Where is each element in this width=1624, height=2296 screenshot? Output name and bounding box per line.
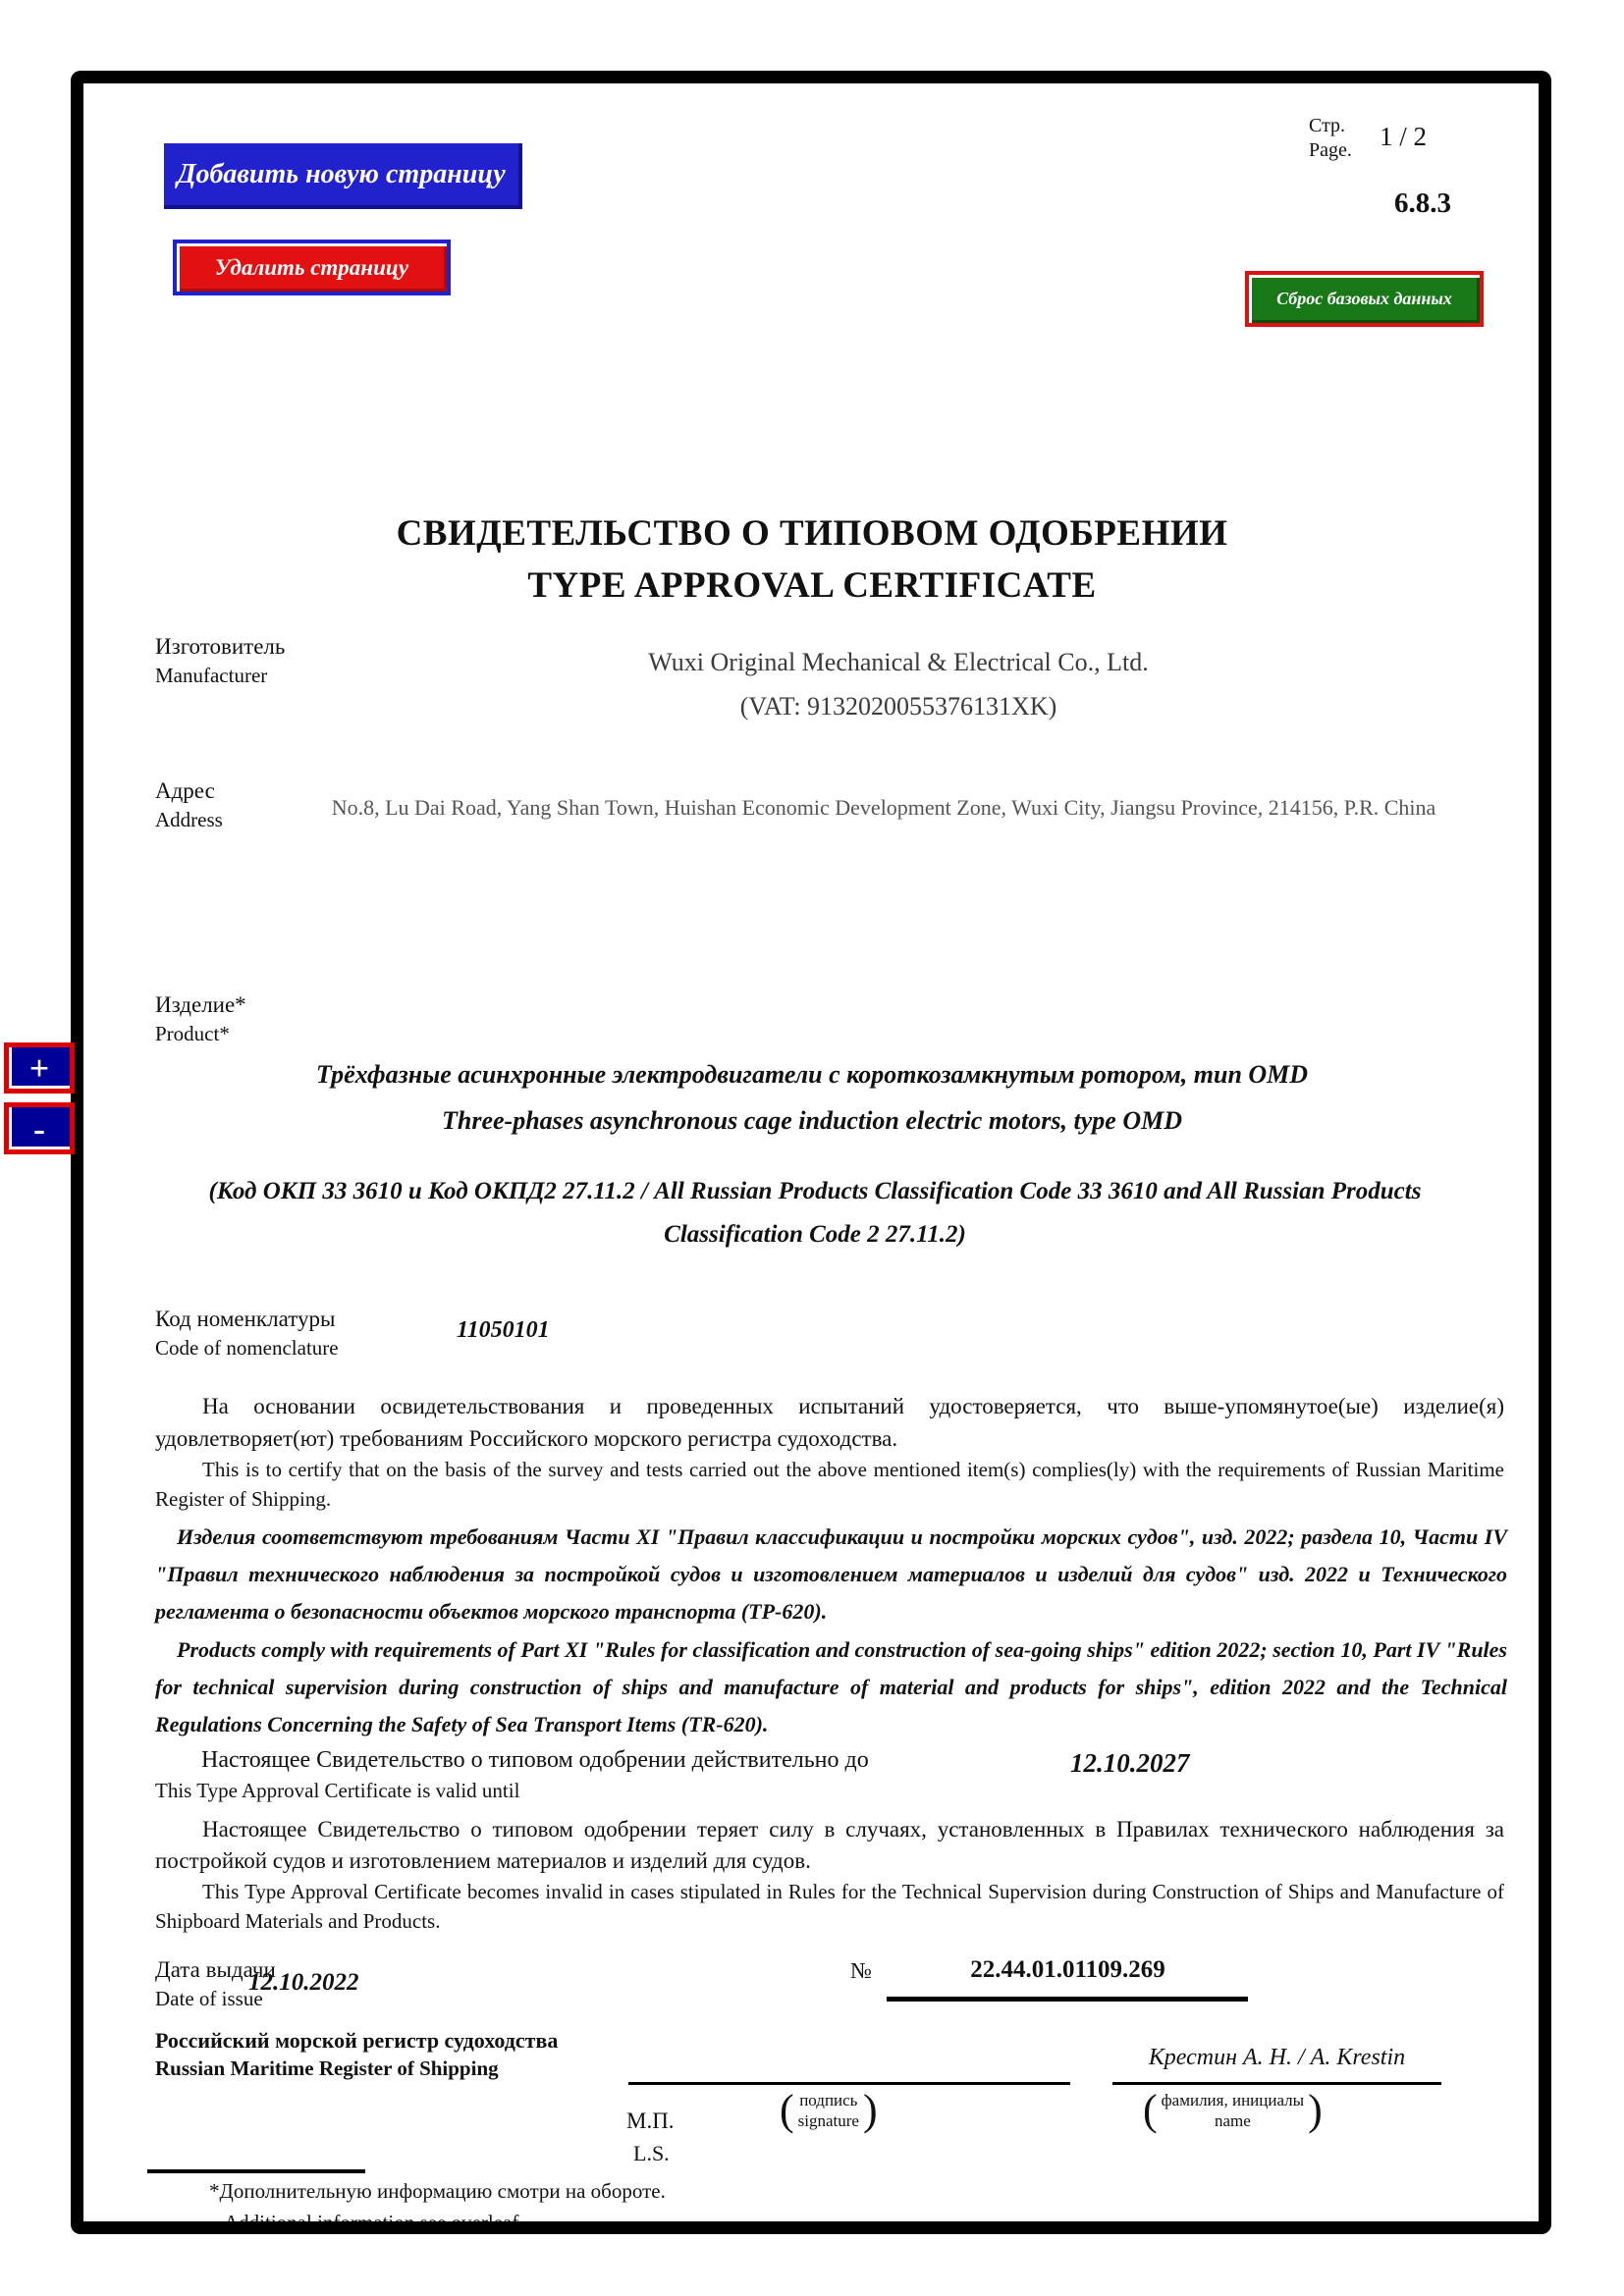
address-label-ru: Адрес (155, 778, 215, 803)
org-name-en: Russian Maritime Register of Shipping (155, 2056, 499, 2080)
manufacturer-label-ru: Изготовитель (155, 634, 286, 659)
delete-page-button[interactable]: Удалить страницу (173, 240, 451, 295)
page-number[interactable]: 1 / 2 (1380, 122, 1428, 151)
address-label-en: Address (155, 808, 223, 831)
certificate-page-border (71, 71, 1551, 2234)
footnote-en: Additional information see overleaf. (224, 2211, 524, 2234)
issue-date-label-en: Date of issue (155, 1987, 263, 2010)
signature-hint-en: signature (797, 2111, 859, 2130)
page-minus-button[interactable]: - (4, 1102, 75, 1154)
page-label-ru: Стр. (1309, 115, 1346, 136)
open-paren: ( (1143, 2086, 1158, 2134)
signature-hint-ru: подпись (799, 2091, 858, 2109)
close-paren: ) (1308, 2086, 1323, 2134)
invalid-paragraph-ru: Настоящее Свидетельство о типовом одобрении теряет силу в случаях, установленных в Правилах технического наблюдения за постройкой судов и изготовлением материалов и изделий для судов. (155, 1817, 1504, 1873)
product-value-ru[interactable]: Трёхфазные асинхронные электродвигатели с короткозамкнутым ротором, тип OMD (315, 1060, 1309, 1089)
open-paren: ( (780, 2086, 794, 2134)
reset-base-data-button[interactable]: Сброс базовых данных (1245, 271, 1484, 327)
rules-paragraph-en: Products comply with requirements of Part XI "Rules for classification and construction of sea-going ships" edition 2022; section 10, Part IV "Rules for technical supervision during construction of ships and manufacture of material and products for ships", edition 2022 and the Technical Regulations Concerning the Safety of Sea Transport Items (TR-620). (155, 1637, 1507, 1736)
manufacturer-name[interactable]: Wuxi Original Mechanical & Electrical Co., Ltd. (648, 648, 1149, 676)
name-hint-ru: фамилия, инициалы (1161, 2091, 1305, 2109)
manufacturer-label-en: Manufacturer (155, 664, 268, 687)
nomenclature-label-ru: Код номенклатуры (155, 1307, 336, 1331)
invalid-paragraph-en: This Type Approval Certificate becomes invalid in cases stipulated in Rules for the Technical Supervision during Construction of Ships and Manufacture of Shipboard Materials and Products. (155, 1880, 1504, 1933)
form-number: 6.8.3 (1394, 187, 1451, 219)
stamp-label-en: L.S. (633, 2141, 670, 2165)
product-value-en[interactable]: Three-phases asynchronous cage induction electric motors, type OMD (442, 1106, 1182, 1135)
certificate-title-ru: СВИДЕТЕЛЬСТВО О ТИПОВОМ ОДОБРЕНИИ (396, 513, 1228, 554)
certificate-number-label: № (850, 1958, 872, 1983)
rules-paragraph-ru: Изделия соответствуют требованиям Части XI "Правил классификации и постройки морских судов", изд. 2022; раздела 10, Части IV "Правил технического наблюдения за постройкой судов и изготовлением материалов и изделий для судов" изд. 2022 и Технического регламента о безопасности объектов морского транспорта (ТР-620). (155, 1524, 1507, 1624)
valid-until-label-ru: Настоящее Свидетельство о типовом одобрении действительно до (201, 1747, 869, 1773)
issue-date-value[interactable]: 12.10.2022 (248, 1969, 359, 1996)
certify-paragraph-ru: На основании освидетельствования и проведенных испытаний удостоверяется, что выше-упомянутое(ые) изделие(я) удовлетворяет(ют) требованиям Российского морского регистра судоходства. (155, 1394, 1504, 1451)
close-paren: ) (862, 2086, 878, 2134)
product-label-ru: Изделие* (155, 992, 246, 1017)
nomenclature-value[interactable]: 11050101 (457, 1317, 550, 1343)
certificate-number-value[interactable]: 22.44.01.01109.269 (970, 1956, 1165, 1983)
add-new-page-button[interactable]: Добавить новую страницу (160, 139, 522, 209)
issue-date-label-ru: Дата выдачи (155, 1957, 276, 1982)
page-plus-button[interactable]: + (4, 1042, 75, 1094)
signer-name[interactable]: Крестин А. Н. / A. Krestin (1148, 2045, 1406, 2070)
certify-paragraph-en: This is to certify that on the basis of the survey and tests carried out the above mentioned item(s) complies(ly) with the requirements of Russian Maritime Register of Shipping. (155, 1458, 1504, 1511)
stamp-label-ru: М.П. (626, 2109, 675, 2133)
footnote-ru: *Дополнительную информацию смотри на обороте. (209, 2179, 666, 2203)
nomenclature-label-en: Code of nomenclature (155, 1336, 339, 1360)
address-value[interactable]: No.8, Lu Dai Road, Yang Shan Town, Huishan Economic Development Zone, Wuxi City, Jiangsu Province, 214156, P.R. China (331, 795, 1436, 820)
org-name-ru: Российский морской регистр судоходства (155, 2028, 559, 2053)
product-label-en: Product* (155, 1022, 230, 1045)
page-label-en: Page. (1309, 139, 1352, 161)
certificate-title-en: TYPE APPROVAL CERTIFICATE (527, 565, 1097, 606)
name-hint-en: name (1214, 2111, 1251, 2130)
valid-until-label-en: This Type Approval Certificate is valid until (155, 1779, 520, 1802)
product-codes: (Код ОКП 33 3610 и Код ОКПД2 27.11.2 / All Russian Products Classification Code 33 3610 and All Russian Products Classification Code 2 27.11.2) (208, 1178, 1422, 1248)
manufacturer-vat[interactable]: (VAT: 9132020055376131XK) (739, 692, 1057, 721)
valid-until-date[interactable]: 12.10.2027 (1070, 1748, 1190, 1778)
